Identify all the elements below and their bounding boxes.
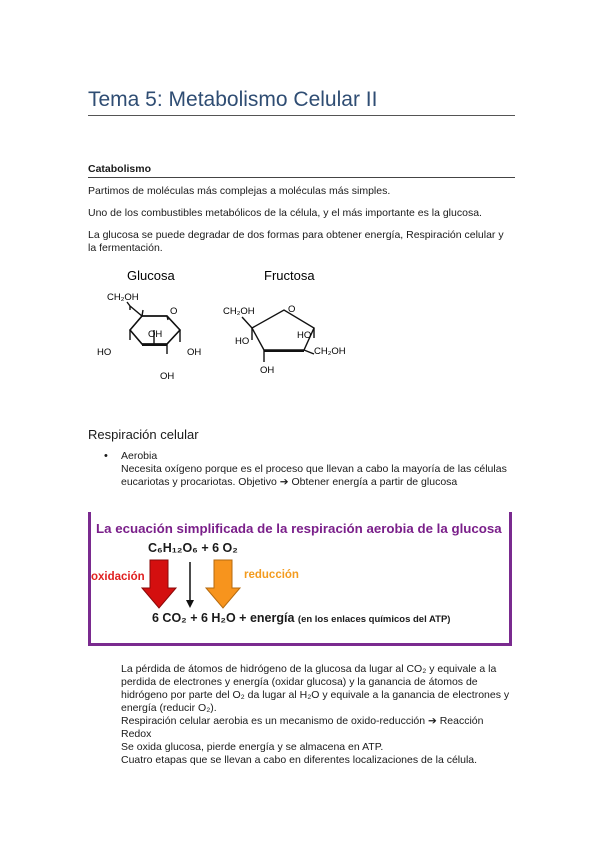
detail-1: La pérdida de átomos de hidrógeno de la glucosa da lugar al CO₂ y equivale a la perdida de electrones y energía (oxidar glucosa) y la ganancia de átomos de hidrógeno por parte del O₂ da lugar al H₂O y equivale a la ganancia de electrones y energía (reducir O₂). (121, 663, 510, 714)
bullet-label: Aerobia (121, 450, 158, 462)
equation-arrows (140, 558, 250, 614)
glucose-o: O (170, 306, 178, 317)
detail-2: Respiración celular aerobia es un mecanismo de oxido-reducción ➔ Reacción Redox (121, 715, 484, 740)
respiration-heading: Respiración celular (88, 427, 199, 442)
oxidation-arrow-icon (142, 560, 176, 608)
glucose-oh-bottom: OH (160, 371, 175, 382)
details-block (121, 663, 513, 767)
equation-note: (en los enlaces químicos del ATP) (297, 614, 451, 625)
detail-4: Cuatro etapas que se llevan a cabo en diferentes localizaciones de la célula. (121, 754, 478, 766)
section-heading: Catabolismo (88, 163, 152, 175)
equation-products: 6 CO₂ + 6 H₂O + energía (en los enlaces químicos del ATP) (152, 611, 451, 625)
detail-3: Se oxida glucosa, pierde energía y se almacena en ATP. (121, 741, 384, 753)
equation-title: La ecuación simplificada de la respiración aerobia de la glucosa (96, 521, 502, 536)
paragraph-3: La glucosa se puede degradar de dos formas para obtener energía, Respiración celular y la fermentación. (88, 229, 504, 254)
fructose-oh-bottom: OH (260, 365, 275, 376)
bullet-dot-icon: • (104, 450, 108, 462)
thin-arrow-head-icon (186, 600, 194, 608)
oxidation-label: oxidación (91, 571, 145, 583)
equation-reactants: C₆H₁₂O₆ + 6 O₂ (148, 541, 238, 555)
bullet-text: Necesita oxígeno porque es el proceso que llevan a cabo la mayoría de las células eucariotas y procariotas. Objetivo ➔ Obtener energía a partir de glucosa (121, 463, 507, 488)
section-divider (88, 177, 515, 178)
right-arrow-icon: ➔ (279, 476, 289, 488)
fructose-ho-right: HO (297, 330, 312, 341)
reduction-arrow-icon (206, 560, 240, 608)
glucose-label: Glucosa (127, 268, 175, 283)
glucose-oh-upper: OH (148, 329, 163, 340)
paragraph-2: Uno de los combustibles metabólicos de la célula, y el más importante es la glucosa. (88, 207, 482, 219)
fructose-o: O (288, 304, 296, 315)
paragraph-1: Partimos de moléculas más complejas a moléculas más simples. (88, 185, 391, 197)
fructose-ch2oh-left: CH₂OH (223, 306, 255, 317)
fructose-ch2oh-right: CH₂OH (314, 346, 346, 357)
glucose-ho-left: HO (97, 347, 112, 358)
fructose-label: Fructosa (264, 268, 315, 283)
page-title: Tema 5: Metabolismo Celular II (88, 88, 378, 111)
glucose-ch2oh: CH₂OH (107, 292, 139, 303)
reduction-label: reducción (244, 569, 299, 581)
fructose-ho-left: HO (235, 336, 250, 347)
title-divider (88, 115, 515, 116)
sugar-structures-figure (92, 262, 346, 387)
glucose-oh-right: OH (187, 347, 202, 358)
